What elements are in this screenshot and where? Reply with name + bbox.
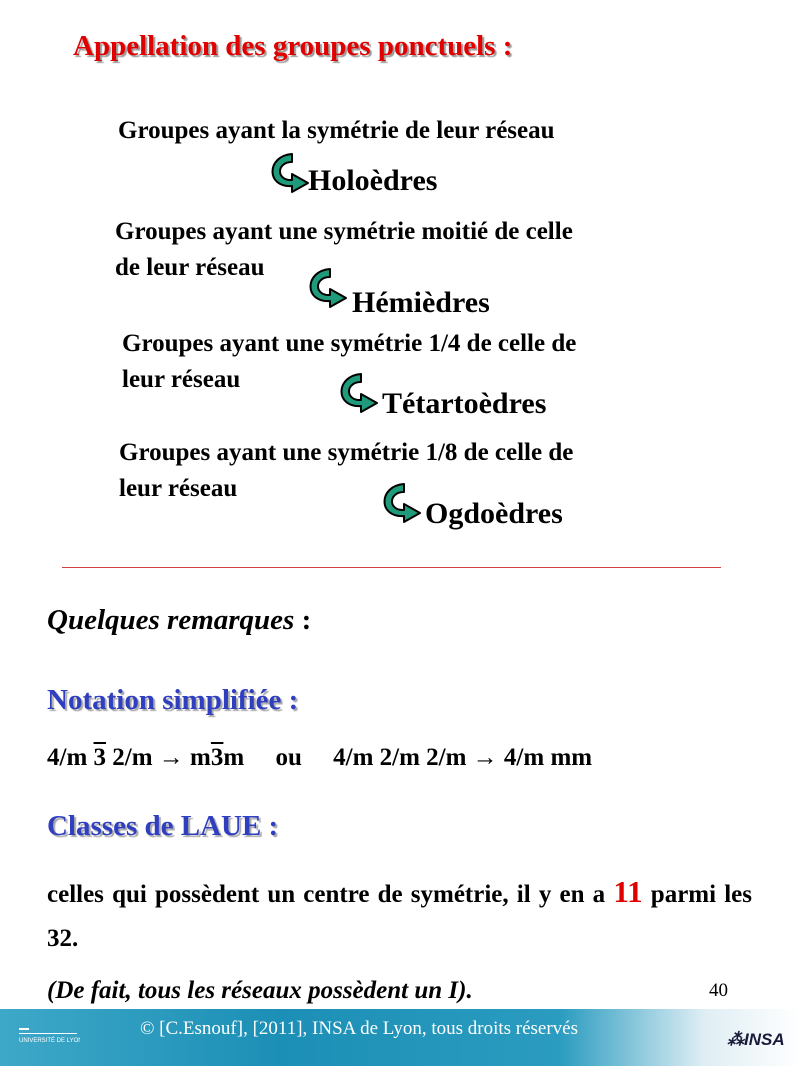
group-class-name: Hémièdres bbox=[352, 286, 490, 319]
group-description-line: Groupes ayant la symétrie de leur réseau bbox=[118, 117, 555, 144]
laue-text: celles qui possèdent un centre de symétrie, il y en a bbox=[47, 881, 614, 908]
laue-heading: Classes de LAUE : bbox=[47, 810, 279, 842]
university-logo-mark bbox=[18, 1022, 80, 1050]
curved-arrow-icon bbox=[331, 370, 379, 416]
laue-count: 11 bbox=[613, 874, 643, 909]
curved-arrow-icon bbox=[300, 265, 348, 311]
laue-text: parmi les 32. bbox=[47, 881, 753, 952]
insa-logo-mark: ⁂ bbox=[727, 1030, 744, 1049]
formula-part: m ou 4/m 2/m 2/m → 4/m mm bbox=[223, 744, 593, 771]
curved-arrow-icon bbox=[262, 150, 310, 196]
group-class-name: Holoèdres bbox=[308, 164, 438, 197]
formula-bar-three: 3 bbox=[93, 744, 107, 771]
group-class-name: Tétartoèdres bbox=[382, 387, 547, 420]
copyright-notice: © [C.Esnouf], [2011], INSA de Lyon, tous droits réservés bbox=[140, 1018, 579, 1039]
group-description-line: Groupes ayant une symétrie 1/8 de celle de bbox=[119, 439, 574, 466]
curved-arrow-icon bbox=[374, 480, 422, 526]
group-description-line: Groupes ayant une symétrie moitié de celle bbox=[115, 218, 573, 245]
university-logo bbox=[18, 1022, 80, 1050]
group-description-line: leur réseau bbox=[119, 475, 238, 502]
group-description-line: leur réseau bbox=[122, 366, 241, 393]
group-description-line: de leur réseau bbox=[115, 254, 265, 281]
group-class-name: Ogdoèdres bbox=[425, 497, 563, 530]
university-logo-text: UNIVERSITÉ DE LYON bbox=[19, 1038, 80, 1044]
notation-formula bbox=[47, 744, 592, 772]
remarks-label: Quelques remarques bbox=[47, 604, 295, 636]
page-title: Appellation des groupes ponctuels : bbox=[73, 30, 513, 62]
insa-logo bbox=[727, 1030, 789, 1060]
page-number: 40 bbox=[709, 980, 728, 1001]
insa-logo-text: INSA bbox=[744, 1030, 785, 1049]
formula-part: 4/m bbox=[47, 744, 94, 771]
section-divider bbox=[62, 567, 721, 568]
remarks-heading bbox=[47, 604, 311, 637]
notation-heading: Notation simplifiée : bbox=[47, 684, 299, 716]
group-description bbox=[118, 113, 555, 149]
group-description-line: Groupes ayant une symétrie 1/4 de celle de bbox=[122, 330, 577, 357]
laue-note: (De fait, tous les réseaux possèdent un I). bbox=[47, 977, 473, 1004]
formula-bar-three: 3 bbox=[210, 744, 224, 771]
formula-part: 2/m → m bbox=[106, 744, 211, 771]
remarks-colon: : bbox=[294, 604, 312, 636]
laue-description bbox=[47, 870, 752, 961]
